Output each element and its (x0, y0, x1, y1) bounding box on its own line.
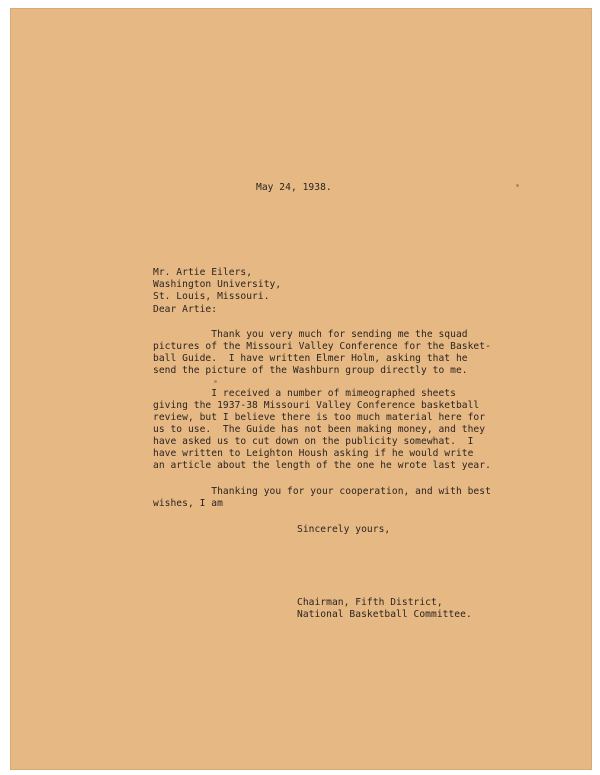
recipient-institution: Washington University, (153, 279, 282, 290)
paragraph-line: ball Guide. I have written Elmer Holm, asking that he (153, 353, 468, 364)
paragraph-line: giving the 1937-38 Missouri Valley Conference basketball (153, 400, 480, 411)
letter-date: May 24, 1938. (256, 182, 332, 193)
letter-page (10, 8, 592, 770)
salutation: Dear Artie: (153, 304, 218, 315)
paragraph-line: have asked us to cut down on the publicity somewhat. I (153, 436, 474, 447)
paragraph-line: Thank you very much for sending me the squad (153, 329, 468, 340)
paper-mark (214, 380, 217, 383)
signature-block (297, 597, 472, 621)
paragraph-line: pictures of the Missouri Valley Conference for the Basket- (153, 341, 491, 352)
body-paragraph-1 (153, 329, 491, 377)
paragraph-line: wishes, I am (153, 498, 223, 509)
paragraph-line: us to use. The Guide has not been making money, and they (153, 424, 486, 435)
body-paragraph-2 (153, 388, 491, 472)
paragraph-line: review, but I believe there is too much material here for (153, 412, 486, 423)
body-paragraph-3 (153, 486, 491, 510)
paragraph-line: Thanking you for your cooperation, and with best (153, 486, 491, 497)
paragraph-line: an article about the length of the one he wrote last year. (153, 460, 491, 471)
paper-mark (516, 184, 519, 187)
paragraph-line: have written to Leighton Housh asking if he would write (153, 448, 474, 459)
recipient-address (153, 267, 281, 303)
paragraph-line: send the picture of the Washburn group directly to me. (153, 365, 468, 376)
signature-committee: National Basketball Committee. (297, 609, 472, 620)
recipient-name: Mr. Artie Eilers, (153, 267, 253, 278)
recipient-city: St. Louis, Missouri. (153, 291, 270, 302)
paragraph-line: I received a number of mimeographed sheets (153, 388, 456, 399)
complimentary-close: Sincerely yours, (297, 524, 391, 535)
signature-title: Chairman, Fifth District, (297, 597, 443, 608)
